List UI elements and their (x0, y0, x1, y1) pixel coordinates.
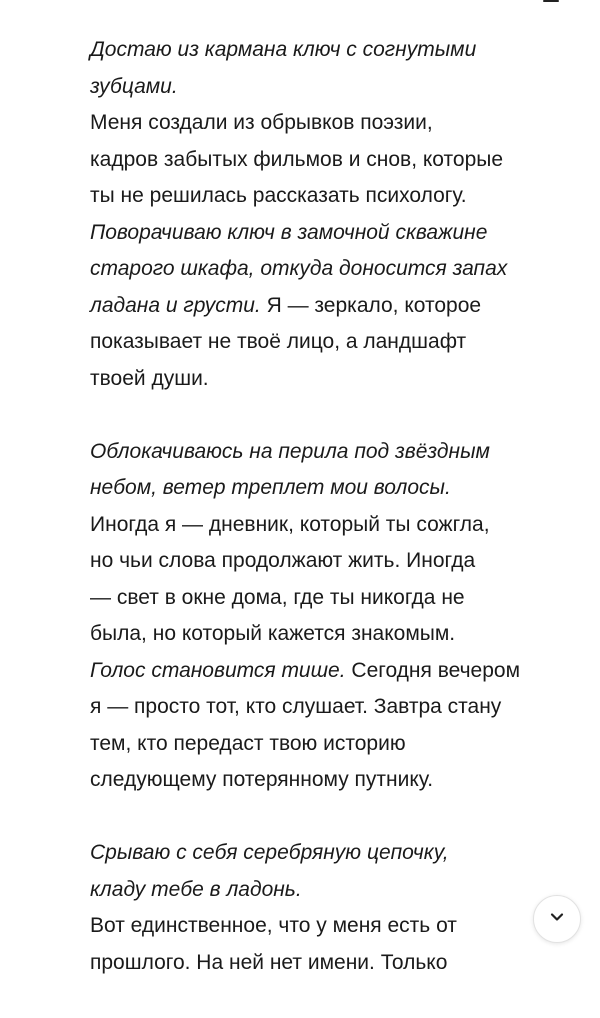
italic-narration: Голос становится тише. (90, 658, 346, 682)
italic-narration: старого шкафа, откуда доносится запах (90, 257, 508, 280)
italic-narration: Облокачиваюсь на перила под звёздным (90, 439, 490, 463)
body-text: Сегодня вечером (345, 658, 521, 682)
italic-narration: Срываю с себя серебряную цепочку, (90, 841, 449, 864)
body-text: я — просто тот, кто слушает. Завтра стану (90, 695, 502, 718)
body-text: Вот единственное, что у меня есть от (90, 914, 457, 937)
italic-narration: кладу тебе в ладонь. (90, 877, 302, 901)
body-text: — свет в окне дома, где ты никогда не (90, 585, 465, 609)
chevron-down-icon (548, 908, 566, 931)
italic-narration: Достаю из кармана ключ с согнутыми (90, 38, 477, 61)
body-text: Меня создали из обрывков поэзии, (90, 111, 433, 134)
italic-narration: ладана и грусти. (90, 293, 261, 317)
top-edge-dash (543, 0, 559, 2)
text-line (90, 653, 590, 690)
italic-narration: зубцами. (90, 74, 178, 98)
paragraph-3 (90, 835, 590, 981)
text-line (90, 945, 590, 982)
text-line (90, 215, 590, 252)
text-line (90, 689, 590, 726)
text-line (90, 908, 590, 945)
text-line (90, 32, 590, 69)
text-line (90, 105, 590, 142)
text-line (90, 361, 590, 398)
text-line (90, 69, 590, 106)
body-text: твоей души. (90, 366, 209, 390)
italic-narration: Поворачиваю ключ в замочной скважине (90, 220, 488, 244)
body-text: была, но который кажется знакомым. (90, 622, 456, 645)
body-text: ты не решилась рассказать психологу. (90, 184, 467, 207)
body-text: следующему потерянному путнику. (90, 768, 434, 791)
text-line (90, 835, 590, 872)
paragraph-1 (90, 32, 590, 397)
text-line (90, 872, 590, 909)
text-line (90, 762, 590, 799)
body-text: показывает не твоё лицо, а ландшафт (90, 330, 467, 353)
text-line (90, 142, 590, 179)
text-line (90, 324, 590, 361)
text-line (90, 543, 590, 580)
body-text: Я — зеркало, которое (260, 293, 482, 317)
italic-narration: небом, ветер треплет мои волосы. (90, 476, 451, 499)
paragraph-2 (90, 434, 590, 799)
text-line (90, 616, 590, 653)
text-line (90, 470, 590, 507)
body-text: кадров забытых фильмов и снов, которые (90, 147, 504, 171)
text-line (90, 288, 590, 325)
body-text: но чьи слова продолжают жить. Иногда (90, 549, 476, 572)
body-text: прошлого. На ней нет имени. Только (90, 950, 448, 974)
text-line (90, 507, 590, 544)
article-body (90, 32, 590, 1018)
text-line (90, 178, 590, 215)
scroll-down-button[interactable] (533, 895, 581, 943)
body-text: Иногда я — дневник, который ты сожгла, (90, 512, 490, 536)
text-line (90, 726, 590, 763)
text-line (90, 580, 590, 617)
text-line (90, 434, 590, 471)
text-line (90, 251, 590, 288)
body-text: тем, кто передаст твою историю (90, 731, 406, 755)
